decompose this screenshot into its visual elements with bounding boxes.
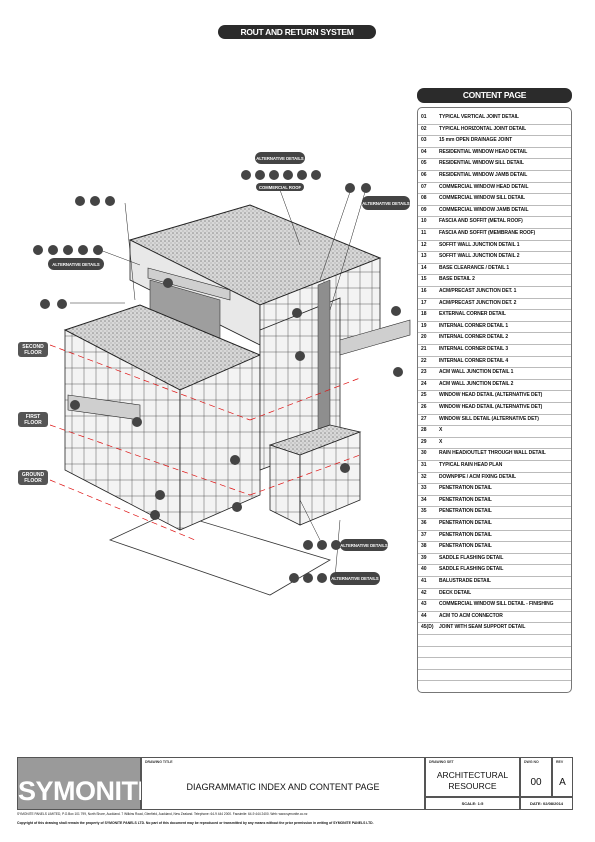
content-row-number: 29 bbox=[421, 438, 427, 445]
svg-text:ALTERNATIVE DETAILS: ALTERNATIVE DETAILS bbox=[331, 576, 379, 581]
content-list bbox=[417, 107, 572, 693]
content-row-description: BASE DETAIL 2 bbox=[439, 276, 475, 283]
content-row-description: INTERNAL CORNER DETAIL 1 bbox=[439, 322, 508, 329]
content-row-description: PENETRATION DETAIL bbox=[439, 485, 492, 492]
content-row-description: TYPICAL VERTICAL JOINT DETAIL bbox=[439, 114, 519, 120]
content-row-description: TYPICAL HORIZONTAL JOINT DETAIL bbox=[439, 125, 527, 132]
dwg-no: 00 bbox=[530, 777, 542, 788]
content-row-number: 09 bbox=[421, 206, 427, 213]
content-row-number: 28 bbox=[421, 427, 427, 434]
content-row-number: 05 bbox=[421, 160, 427, 167]
content-row-number: 40 bbox=[421, 566, 427, 573]
content-row-description: RESIDENTIAL WINDOW JAMB DETAIL bbox=[439, 172, 528, 178]
content-row-description: SADDLE FLASHING DETAIL bbox=[439, 566, 504, 573]
content-row-description: DOWNPIPE / ACM FIXING DETAIL bbox=[439, 473, 516, 480]
content-row-number: 03 bbox=[421, 137, 427, 144]
content-row-description: RESIDENTIAL WINDOW SILL DETAIL bbox=[439, 160, 524, 167]
content-row-description: DECK DETAIL bbox=[439, 589, 472, 596]
content-row-description: RESIDENTIAL WINDOW HEAD DETAIL bbox=[439, 148, 528, 155]
content-row-number: 33 bbox=[421, 485, 427, 492]
content-row-number: 10 bbox=[421, 218, 427, 225]
svg-text:ALTERNATIVE DETAILS: ALTERNATIVE DETAILS bbox=[256, 156, 304, 161]
content-row-description: WINDOW SILL DETAIL (ALTERNATIVE DET) bbox=[439, 415, 539, 422]
dwg-no-cell: DWG NO 00 bbox=[520, 757, 552, 797]
rev: A bbox=[559, 777, 566, 788]
content-row-description: RAIN HEAD/OUTLET THROUGH WALL DETAIL bbox=[439, 450, 546, 457]
content-row-number: 26 bbox=[421, 404, 427, 410]
content-row-description: ACM WALL JUNCTION DETAIL 1 bbox=[439, 369, 514, 376]
page-header-title: ROUT AND RETURN SYSTEM bbox=[218, 25, 376, 39]
content-row-number: 42 bbox=[421, 589, 427, 596]
svg-text:FLOOR: FLOOR bbox=[24, 420, 42, 426]
content-row-description: PENETRATION DETAIL bbox=[439, 531, 492, 538]
content-row-number: 02 bbox=[421, 125, 427, 132]
content-row-description: PENETRATION DETAIL bbox=[439, 543, 492, 550]
svg-text:ALTERNATIVE DETAILS: ALTERNATIVE DETAILS bbox=[52, 262, 100, 267]
content-row-number: 14 bbox=[421, 264, 427, 271]
content-row-description: PENETRATION DETAIL bbox=[439, 520, 492, 526]
content-row-number: 24 bbox=[421, 380, 427, 387]
svg-text:FLOOR: FLOOR bbox=[24, 350, 42, 356]
isometric-building-diagram bbox=[0, 140, 415, 600]
content-row-description: 15 mm OPEN DRAINAGE JOINT bbox=[439, 137, 513, 144]
content-row-number: 06 bbox=[421, 172, 427, 178]
content-row-description: X bbox=[439, 438, 443, 445]
content-row-number: 41 bbox=[421, 578, 427, 584]
content-row-number: 32 bbox=[421, 473, 427, 480]
content-row-number: 35 bbox=[421, 508, 427, 515]
content-row-description: COMMERCIAL WINDOW JAMB DETAIL bbox=[439, 206, 529, 213]
rev-cell: REV A bbox=[552, 757, 573, 797]
content-row-number: 45(D) bbox=[421, 624, 434, 631]
content-row-number: 01 bbox=[421, 114, 427, 120]
drawing-title-cell: DRAWING TITLE DIAGRAMMATIC INDEX AND CONTENT PAGE bbox=[141, 757, 425, 810]
content-row-empty bbox=[418, 669, 571, 682]
content-row-description: X bbox=[439, 427, 443, 434]
scale: SCALE: 1:5 bbox=[461, 801, 484, 806]
copyright-notice: Copyright of this drawing shall remain the property of SYMONITE PANELS LTD. No part of this document may be reproduced or transmitted by any means without the prior permission in writing of SYMONITE PANELS LTD. bbox=[17, 821, 374, 825]
content-row-number: 43 bbox=[421, 601, 427, 608]
content-row-number: 15 bbox=[421, 276, 427, 283]
floor-label-first: FIRST bbox=[25, 414, 41, 420]
floor-label-ground: GROUND bbox=[21, 472, 45, 478]
content-row-description: PENETRATION DETAIL bbox=[439, 508, 492, 515]
company-logo: SYMONITE bbox=[17, 757, 141, 810]
content-row-description: INTERNAL CORNER DETAIL 2 bbox=[439, 334, 508, 341]
company-address: SYMONITE PANELS LIMITED, P.O.Box 101 799, North Shore, Auckland. 7 Wilkins Road, Glenfield, Auckland, New Zealand. Telephone: 64-9 444 2000. Facsimile: 64-9 444 2400. Web: www.symonite.co.nz bbox=[17, 812, 308, 816]
content-row-number: 27 bbox=[421, 415, 427, 422]
drawing-set-cell: DRAWING SET ARCHITECTURAL RESOURCE bbox=[425, 757, 520, 797]
content-row-description: JOINT WITH SEAM SUPPORT DETAIL bbox=[439, 624, 526, 631]
content-row-description: ACM/PRECAST JUNCTION DET. 2 bbox=[439, 299, 517, 306]
content-row-description: WINDOW HEAD DETAIL (ALTERNATIVE DET) bbox=[439, 392, 543, 399]
content-row-description: EXTERNAL CORNER DETAIL bbox=[439, 311, 506, 318]
content-row-description: BASE CLEARANCE / DETAIL 1 bbox=[439, 264, 510, 271]
svg-text:ALTERNATIVE DETAILS: ALTERNATIVE DETAILS bbox=[362, 201, 410, 206]
content-row-description: WINDOW HEAD DETAIL (ALTERNATIVE DET) bbox=[439, 404, 543, 410]
content-row-number: 44 bbox=[421, 612, 427, 619]
content-row-description: COMMERCIAL WINDOW HEAD DETAIL bbox=[439, 183, 529, 190]
content-row-number: 08 bbox=[421, 195, 427, 202]
content-row-number: 39 bbox=[421, 554, 427, 561]
content-row-number: 23 bbox=[421, 369, 427, 376]
content-row-number: 17 bbox=[421, 299, 427, 306]
content-row-description: PENETRATION DETAIL bbox=[439, 496, 492, 503]
content-row-number: 16 bbox=[421, 288, 427, 294]
floor-label-second: SECOND bbox=[22, 344, 44, 350]
content-row-description: ACM/PRECAST JUNCTION DET. 1 bbox=[439, 288, 517, 294]
content-row-description: SOFFIT WALL JUNCTION DETAIL 1 bbox=[439, 241, 520, 248]
content-row-description: COMMERCIAL WINDOW SILL DETAIL - FINISHING bbox=[439, 601, 554, 608]
drawing-title: DIAGRAMMATIC INDEX AND CONTENT PAGE bbox=[186, 782, 380, 792]
content-row-number: 20 bbox=[421, 334, 427, 341]
content-row-description: ACM WALL JUNCTION DETAIL 2 bbox=[439, 380, 514, 387]
content-row-number: 37 bbox=[421, 531, 427, 538]
content-row-description: ACM TO ACM CONNECTOR bbox=[439, 612, 503, 619]
content-row-number: 11 bbox=[421, 230, 427, 236]
content-row-number: 22 bbox=[421, 357, 427, 364]
content-row-description: FASCIA AND SOFFIT (MEMBRANE ROOF) bbox=[439, 230, 536, 236]
content-row-number: 18 bbox=[421, 311, 427, 318]
content-row-number: 31 bbox=[421, 462, 427, 468]
content-row-number: 25 bbox=[421, 392, 427, 399]
content-row-description: FASCIA AND SOFFIT (METAL ROOF) bbox=[439, 218, 523, 225]
drawing-set: ARCHITECTURAL RESOURCE bbox=[436, 770, 509, 791]
content-row-number: 07 bbox=[421, 183, 427, 190]
content-row-number: 34 bbox=[421, 496, 427, 503]
content-row-number: 04 bbox=[421, 148, 427, 155]
content-row-number: 13 bbox=[421, 253, 427, 260]
svg-text:FLOOR: FLOOR bbox=[24, 478, 42, 484]
svg-text:ALTERNATIVE DETAILS: ALTERNATIVE DETAILS bbox=[340, 543, 388, 548]
content-row-description: SOFFIT WALL JUNCTION DETAIL 2 bbox=[439, 253, 520, 260]
content-page-title: CONTENT PAGE bbox=[417, 88, 572, 103]
content-row-description: INTERNAL CORNER DETAIL 3 bbox=[439, 346, 508, 352]
content-row-description: SADDLE FLASHING DETAIL bbox=[439, 554, 504, 561]
content-row-description: COMMERCIAL WINDOW SILL DETAIL bbox=[439, 195, 525, 202]
content-row-number: 36 bbox=[421, 520, 427, 526]
content-row-number: 30 bbox=[421, 450, 427, 457]
content-row-description: TYPICAL RAIN HEAD PLAN bbox=[439, 462, 503, 468]
content-row-number: 12 bbox=[421, 241, 427, 248]
content-row-description: INTERNAL CORNER DETAIL 4 bbox=[439, 357, 508, 364]
content-row-number: 21 bbox=[421, 346, 427, 352]
date: DATE: 02/08/2014 bbox=[529, 801, 564, 806]
content-row-description: BALUSTRADE DETAIL bbox=[439, 578, 491, 584]
content-row-number: 38 bbox=[421, 543, 427, 550]
content-row-number: 19 bbox=[421, 322, 427, 329]
svg-text:COMMERCIAL ROOF: COMMERCIAL ROOF bbox=[258, 185, 302, 190]
